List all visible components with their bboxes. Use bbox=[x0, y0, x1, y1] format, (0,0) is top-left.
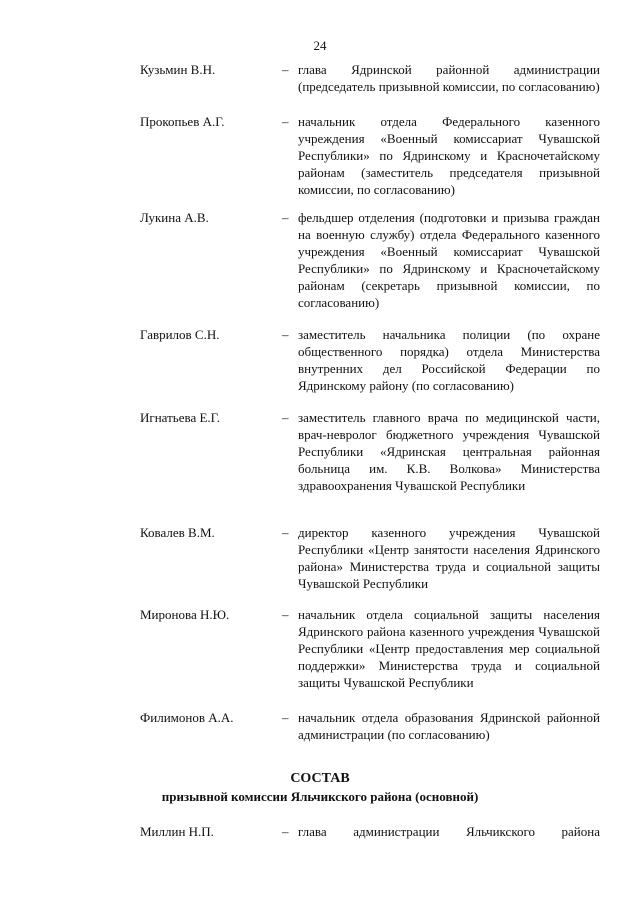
member-position: начальник отдела социальной защиты населения Ядринского района казенного учреждения Чувашской Республики «Центр предоставления мер социальной поддержки» Министерства труда и социальной защиты Чувашской Республики bbox=[298, 607, 600, 690]
member-name: Игнатьева Е.Г. bbox=[140, 410, 220, 425]
member-position: фельдшер отделения (подготовки и призыва граждан на военную службу) отдела Федерального казенного учреждения «Военный комиссариат Чувашской Республики» по Ядринскому и Красночетайскому районам (секретарь призывной комиссии, по согласованию) bbox=[298, 210, 600, 310]
section-title: СОСТАВ bbox=[290, 771, 350, 786]
last-member-word: Яльчикского bbox=[465, 824, 535, 839]
member-dash: – bbox=[282, 410, 289, 425]
member-position: начальник отдела образования Ядринской районной администрации (по согласованию) bbox=[298, 710, 600, 742]
last-member-word: администрации bbox=[353, 824, 440, 839]
member-dash: – bbox=[282, 710, 289, 725]
member-position: заместитель главного врача по медицинской части, врач-невролог бюджетного учреждения Чувашской Республики «Ядринская центральная районная больница им. К.В. Волкова» Министерства здравоохранения Чувашской Республики bbox=[298, 410, 600, 493]
member-position: начальник отдела Федерального казенного учреждения «Военный комиссариат Чувашской Республики» по Ядринскому и Красночетайскому районам (заместитель председателя призывной комиссии, по согласованию) bbox=[298, 114, 600, 197]
last-member-dash: – bbox=[282, 824, 289, 839]
member-name: Гаврилов С.Н. bbox=[140, 327, 220, 342]
member-dash: – bbox=[282, 327, 289, 342]
member-name: Лукина А.В. bbox=[140, 210, 209, 225]
member-name: Филимонов А.А. bbox=[140, 710, 234, 725]
member-position: заместитель начальника полиции (по охране общественного порядка) отдела Министерства внутренних дел Российской Федерации по Ядринскому району (по согласованию) bbox=[298, 327, 600, 393]
member-dash: – bbox=[282, 114, 289, 129]
member-dash: – bbox=[282, 210, 289, 225]
member-dash: – bbox=[282, 62, 289, 77]
last-member-word: района bbox=[561, 824, 600, 839]
member-name: Миронова Н.Ю. bbox=[140, 607, 230, 622]
last-member-position bbox=[298, 823, 600, 840]
member-dash: – bbox=[282, 607, 289, 622]
member-position: глава Ядринской районной администрации (председатель призывной комиссии, по согласованию) bbox=[298, 62, 600, 94]
last-member-word: глава bbox=[298, 824, 327, 839]
member-dash: – bbox=[282, 525, 289, 540]
page-number: 24 bbox=[313, 38, 327, 53]
member-name: Ковалев В.М. bbox=[140, 525, 215, 540]
last-member-name: Миллин Н.П. bbox=[140, 824, 214, 839]
section-subtitle: призывной комиссии Яльчикского района (основной) bbox=[161, 789, 479, 804]
member-name: Кузьмин В.Н. bbox=[140, 62, 216, 77]
member-position: директор казенного учреждения Чувашской Республики «Центр занятости населения Ядринского района» Министерства труда и социальной защиты Чувашской Республики bbox=[298, 525, 600, 591]
member-name: Прокопьев А.Г. bbox=[140, 114, 225, 129]
